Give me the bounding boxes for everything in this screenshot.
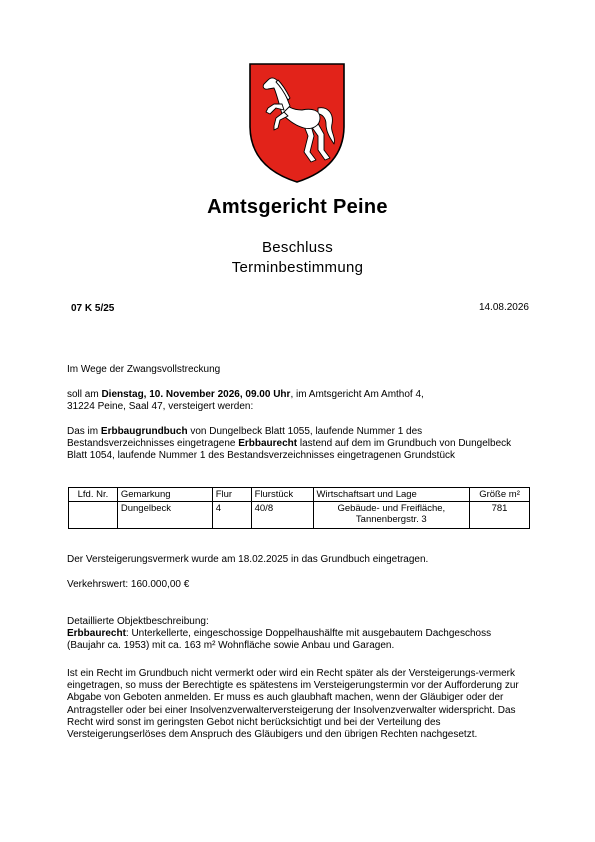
- auction-room: 31224 Peine, Saal 47, versteigert werden:: [67, 401, 254, 413]
- auction-pre: soll am: [67, 389, 102, 400]
- cell-gemarkung: Dungelbeck: [117, 502, 212, 529]
- object-bold-2: Erbbaurecht: [238, 438, 298, 450]
- cell-groesse: 781: [470, 502, 530, 529]
- description-heading: Detaillierte Objektbeschreibung:: [67, 616, 209, 627]
- cell-flur: 4: [212, 502, 251, 529]
- decision-subtitle: Terminbestimmung: [231, 259, 364, 276]
- auction-date: Dienstag, 10. November 2026, 09.00 Uhr: [101, 389, 291, 400]
- auction-location: , im Amtsgericht Am Amthof 4,: [290, 389, 424, 400]
- cell-lage-line1: Gebäude- und Freifläche,: [337, 503, 446, 514]
- cell-flurstueck: 40/8: [251, 502, 313, 529]
- document-date: 14.08.2026: [478, 302, 529, 313]
- property-table: [68, 487, 530, 529]
- registration-note: Der Versteigerungsvermerk wurde am 18.02.2025 in das Grundbuch eingetragen.: [67, 554, 429, 565]
- table-header: Gemarkung: [117, 488, 212, 502]
- object-paragraph: [67, 426, 529, 463]
- object-text-1: Das im: [67, 426, 101, 437]
- cell-lage-line2: Tannenbergstr. 3: [355, 514, 427, 525]
- table-header: Lfd. Nr.: [69, 488, 118, 502]
- decision-title: Beschluss: [261, 239, 334, 256]
- legal-notice: Ist ein Recht im Grundbuch nicht vermerkt oder wird ein Recht später als der Versteigerungs-vermerk eingetragen, so muss der Berechtigte es spätestens im Versteigerungstermin vor der Aufforderung zur Abgabe von Geboten anmelden. Er muss es auch glaubhaft machen, wenn der Gläubiger oder der Antragsteller oder bei einer Insolvenzverwalterversteigerung der Insolvenzverwalter widerspricht. Das Recht wird sonst im geringsten Gebot nicht berücksichtigt und bei der Verteilung des Versteigerungserlöses dem Anspruch des Gläubigers und den übrigen Rechten nachgesetzt.: [67, 668, 519, 741]
- lower-saxony-crest-icon: [248, 62, 346, 184]
- market-value: Verkehrswert: 160.000,00 €: [67, 579, 190, 590]
- intro-text: Im Wege der Zwangsvollstreckung: [67, 364, 221, 375]
- object-bold-1: Erbbaugrundbuch: [100, 426, 188, 437]
- cell-lfd-nr: [69, 502, 118, 529]
- table-row: [69, 502, 530, 529]
- table-header: Größe m²: [470, 488, 530, 502]
- description-bold: Erbbaurecht: [67, 628, 126, 640]
- object-text-2: von Dungelbeck Blatt 1055, laufende Nummer 1 des Bestandsverzeichnisses eingetragene: [67, 426, 423, 450]
- object-description: [67, 616, 529, 653]
- description-text: : Unterkellerte, eingeschossige Doppelhaushälfte mit ausgebautem Dachgeschoss (Baujahr ca. 1953) mit ca. 163 m² Wohnfläche sowie Anbau und Garagen.: [67, 628, 492, 652]
- cell-lage: [313, 502, 470, 529]
- table-header: Flur: [212, 488, 251, 502]
- object-text-3: lastend auf dem im Grundbuch von Dungelbeck Blatt 1054, laufende Nummer 1 des Bestandsverzeichnisses eingetragenen Grundstück: [67, 438, 512, 462]
- case-number: 07 K 5/25: [71, 303, 115, 314]
- table-header: Wirtschaftsart und Lage: [313, 488, 470, 502]
- table-header: Flurstück: [251, 488, 313, 502]
- auction-paragraph: [67, 389, 529, 413]
- table-header-row: [69, 488, 530, 502]
- court-name: Amtsgericht Peine: [207, 196, 388, 218]
